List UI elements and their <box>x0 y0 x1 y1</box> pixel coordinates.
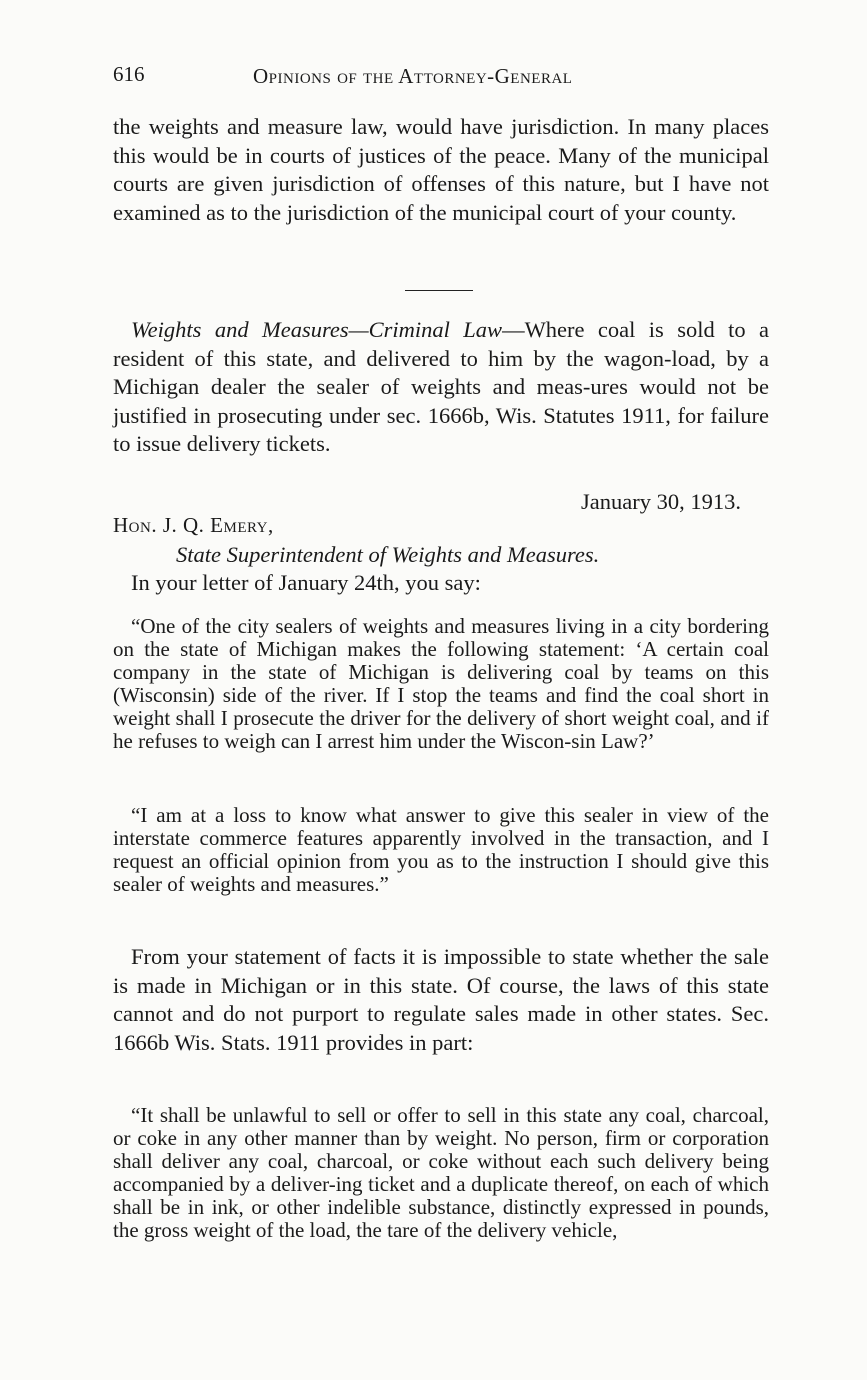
headnote <box>113 316 769 459</box>
page-number: 616 <box>113 62 145 86</box>
section-divider <box>405 290 473 291</box>
headnote-topic: Weights and Measures—Criminal Law <box>131 317 503 342</box>
addressee: Hon. J. Q. Emery, <box>113 513 274 537</box>
headnote-text: —Where coal is sold to a resident of this state, and delivered to him by the wagon-load, by a Michigan dealer the sealer of weights and meas-ures would not be justified in prosecuting under sec. 1666b, Wis. Statutes 1911, for failure to issue delivery tickets. <box>113 317 769 456</box>
letter-date: January 30, 1913. <box>581 489 741 514</box>
page-header <box>113 62 773 92</box>
letter-opening: In your letter of January 24th, you say: <box>131 570 481 595</box>
opinion-paragraph: From your statement of facts it is impossible to state whether the sale is made in Michigan or in this state. Of course, the laws of this state cannot and do not purport to regulate sales made in other states. Sec. 1666b Wis. Stats. 1911 provides in part: <box>113 944 769 1055</box>
quoted-statement-1: “One of the city sealers of weights and measures living in a city bordering on the state of Michigan makes the following statement: ‘A certain coal company in the state of Michigan is delivering coal by teams on this (Wisconsin) side of the river. If I stop the teams and find the coal short in weight shall I prosecute the driver for the delivery of short weight coal, and if he refuses to weigh can I arrest him under the Wiscon-sin Law?’ <box>113 614 769 753</box>
continuation-paragraph: the weights and measure law, would have jurisdiction. In many places this would be in courts of justices of the peace. Many of the municipal courts are given jurisdiction of offenses of this nature, but I have not examined as to the jurisdiction of the municipal court of your county. <box>113 114 769 225</box>
addressee-title: State Superintendent of Weights and Measures. <box>176 542 600 567</box>
running-head: Opinions of the Attorney-General <box>253 64 573 88</box>
quoted-statement-2: “I am at a loss to know what answer to give this sealer in view of the interstate commerce features apparently involved in the transaction, and I request an official opinion from you as to the instruction I should give this sealer of weights and measures.” <box>113 803 769 896</box>
quoted-statute: “It shall be unlawful to sell or offer to sell in this state any coal, charcoal, or coke in any other manner than by weight. No person, firm or corporation shall deliver any coal, charcoal, or coke without each such delivery being accompanied by a deliver-ing ticket and a duplicate thereof, on each of which shall be in ink, or other indelible substance, distinctly expressed in pounds, the gross weight of the load, the tare of the delivery vehicle, <box>113 1103 769 1242</box>
